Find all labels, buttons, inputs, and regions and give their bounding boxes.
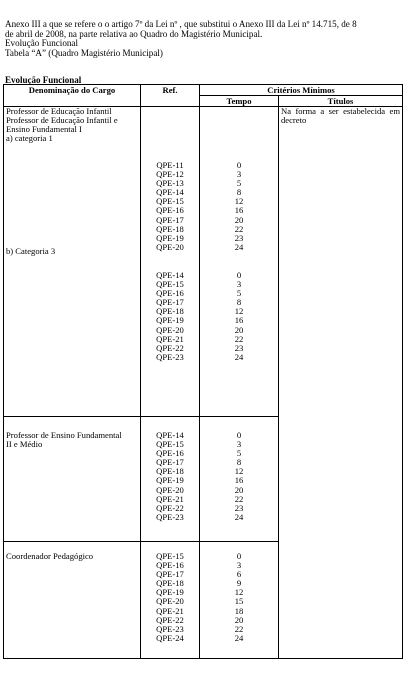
ref-value: QPE-21 xyxy=(156,493,184,504)
tempo-value: 24 xyxy=(234,351,244,362)
col-header-ref: Ref. xyxy=(141,85,200,107)
ref-value: QPE-19 xyxy=(156,232,184,243)
ref-value: QPE-12 xyxy=(156,169,184,180)
tempo-value: 16 xyxy=(234,315,244,326)
tempo-value: 20 xyxy=(234,614,244,625)
table-row xyxy=(4,107,403,417)
tempo-value: 5 xyxy=(236,288,242,299)
ref-value: QPE-23 xyxy=(156,351,184,362)
tempo-value: 0 xyxy=(236,551,242,561)
tempo-value: 22 xyxy=(234,623,244,634)
cargo-cell xyxy=(4,542,141,659)
ref-value: QPE-24 xyxy=(156,632,184,643)
tempo-value: 23 xyxy=(234,502,244,513)
ref-value: QPE-19 xyxy=(156,587,184,598)
tempo-value: 3 xyxy=(236,560,242,571)
col-header-criterios: Critérios Mínimos xyxy=(200,85,403,96)
ref-value: QPE-23 xyxy=(156,511,184,522)
tempo-value: 23 xyxy=(234,342,244,353)
tempo-value: 5 xyxy=(236,448,242,459)
tempo-value: 6 xyxy=(236,569,242,580)
tempo-value: 22 xyxy=(234,493,244,504)
tempo-value: 23 xyxy=(234,232,244,243)
tempo-value: 22 xyxy=(234,223,244,234)
tempo-value: 15 xyxy=(234,596,244,607)
tempo-value: 20 xyxy=(234,484,244,495)
tempo-value: 20 xyxy=(234,214,244,225)
tempo-value: 20 xyxy=(234,324,244,335)
tempo-value: 8 xyxy=(236,457,242,468)
ref-value: QPE-22 xyxy=(156,342,184,353)
tempo-value: 8 xyxy=(236,187,242,198)
ref-value: QPE-21 xyxy=(156,333,184,344)
tempo-value: 24 xyxy=(234,632,244,643)
cargo-line: Coordenador Pedagógico xyxy=(6,551,94,561)
ref-value: QPE-17 xyxy=(156,569,184,580)
tempo-value: 16 xyxy=(234,475,244,486)
col-header-cargo: Denominação do Cargo xyxy=(4,85,141,107)
titulos-cell xyxy=(279,107,403,659)
ref-value: QPE-16 xyxy=(156,205,184,216)
tempo-value: 16 xyxy=(234,205,244,216)
tempo-value: 24 xyxy=(234,241,244,252)
ref-value: QPE-17 xyxy=(156,214,184,225)
ref-value: QPE-20 xyxy=(156,596,184,607)
ref-value: QPE-16 xyxy=(156,560,184,571)
ref-value: QPE-14 xyxy=(156,430,184,440)
ref-value: QPE-16 xyxy=(156,448,184,459)
tempo-value: 24 xyxy=(234,511,244,522)
tempo-value: 3 xyxy=(236,439,242,450)
evolution-table xyxy=(3,84,403,659)
tempo-value: 8 xyxy=(236,297,242,308)
ref-value: QPE-17 xyxy=(156,457,184,468)
header-line-1: Anexo III a que se refere o o artigo 7º da Lei nº , que substitui o Anexo III da Lei nº 14.715, de 8 xyxy=(5,19,357,29)
ref-value: QPE-19 xyxy=(156,475,184,486)
ref-cell xyxy=(141,542,200,659)
tempo-cell xyxy=(200,542,279,659)
subcategory-label: b) Categoria 3 xyxy=(6,246,56,257)
section-title: Evolução Funcional xyxy=(5,75,82,85)
ref-value: QPE-18 xyxy=(156,466,184,477)
cargo-line: Professor de Educação Infantil xyxy=(6,106,112,116)
ref-cell xyxy=(141,107,200,417)
tempo-value: 12 xyxy=(234,587,244,598)
ref-value: QPE-15 xyxy=(156,439,184,450)
tempo-cell xyxy=(200,107,279,417)
ref-value: QPE-20 xyxy=(156,324,184,335)
col-header-tempo: Tempo xyxy=(200,96,279,107)
cargo-cell xyxy=(4,107,141,417)
ref-value: QPE-18 xyxy=(156,223,184,234)
tempo-cell xyxy=(200,417,279,542)
ref-value: QPE-14 xyxy=(156,269,184,280)
ref-value: QPE-22 xyxy=(156,614,184,625)
cargo-cell xyxy=(4,417,141,542)
tempo-value: 0 xyxy=(236,269,242,280)
ref-value: QPE-13 xyxy=(156,178,184,189)
ref-value: QPE-15 xyxy=(156,196,184,207)
ref-value: QPE-20 xyxy=(156,484,184,495)
cargo-line: a) categoria 1 xyxy=(6,133,53,144)
titulos-text: Na forma a ser estabelecida em decreto xyxy=(281,106,401,126)
ref-value: QPE-15 xyxy=(156,279,184,290)
ref-value: QPE-18 xyxy=(156,306,184,317)
ref-value: QPE-17 xyxy=(156,297,184,308)
header-line-3: Evolução Funcional xyxy=(5,38,78,48)
header-line-4: Tabela “A” (Quadro Magistério Municipal) xyxy=(5,47,163,58)
ref-cell xyxy=(141,417,200,542)
tempo-value: 18 xyxy=(234,605,244,616)
cargo-line: II e Médio xyxy=(6,439,43,450)
tempo-value: 9 xyxy=(236,578,242,589)
tempo-value: 12 xyxy=(234,306,244,317)
tempo-value: 3 xyxy=(236,279,242,290)
ref-value: QPE-18 xyxy=(156,578,184,589)
tempo-value: 12 xyxy=(234,466,244,477)
table-header-row xyxy=(4,85,403,96)
tempo-value: 22 xyxy=(234,333,244,344)
ref-value: QPE-20 xyxy=(156,241,184,252)
cargo-line: Professor de Ensino Fundamental xyxy=(6,430,122,440)
ref-value: QPE-16 xyxy=(156,288,184,299)
ref-value: QPE-19 xyxy=(156,315,184,326)
tempo-value: 5 xyxy=(236,178,242,189)
cargo-line: Professor de Educação Infantil e xyxy=(6,115,118,126)
header-line-2: de abril de 2008, na parte relativa ao Quadro do Magistério Municipal. xyxy=(5,28,263,39)
ref-value: QPE-23 xyxy=(156,623,184,634)
col-header-titulos: Títulos xyxy=(279,96,403,107)
ref-value: QPE-21 xyxy=(156,605,184,616)
document-header xyxy=(5,20,407,58)
tempo-value: 3 xyxy=(236,169,242,180)
ref-value: QPE-11 xyxy=(156,160,184,170)
tempo-value: 0 xyxy=(236,430,242,440)
ref-value: QPE-15 xyxy=(156,551,184,561)
cargo-line: Ensino Fundamental I xyxy=(6,124,82,135)
ref-value: QPE-22 xyxy=(156,502,184,513)
ref-value: QPE-14 xyxy=(156,187,184,198)
tempo-value: 12 xyxy=(234,196,244,207)
tempo-value: 0 xyxy=(236,160,242,170)
